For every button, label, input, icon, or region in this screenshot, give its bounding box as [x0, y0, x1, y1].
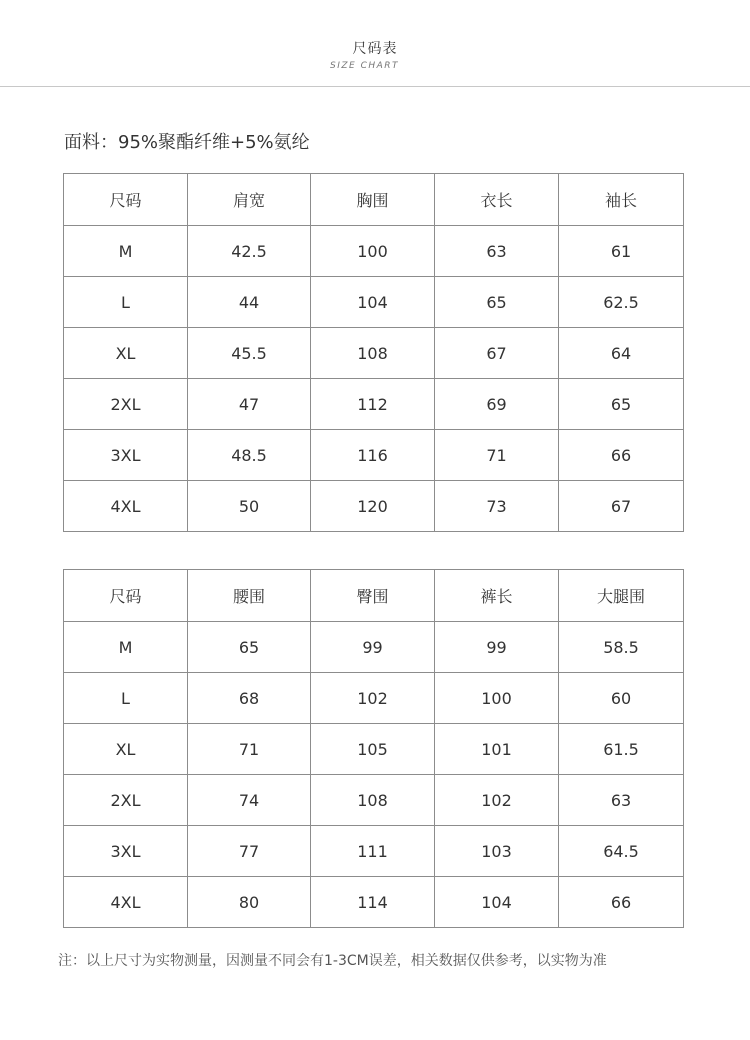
table-cell: 112 [311, 379, 435, 430]
table-cell: 66 [559, 430, 684, 481]
table-cell: 104 [435, 877, 559, 928]
table-cell: 69 [435, 379, 559, 430]
fabric-composition: 面料：95%聚酯纤维+5%氨纶 [64, 132, 310, 153]
table-cell: 100 [311, 226, 435, 277]
table-cell: 102 [435, 775, 559, 826]
table-cell: 77 [188, 826, 311, 877]
table-cell: 103 [435, 826, 559, 877]
table-cell: 101 [435, 724, 559, 775]
table-row [64, 775, 684, 826]
table-row [64, 379, 684, 430]
table-cell: 61.5 [559, 724, 684, 775]
table-cell: 111 [311, 826, 435, 877]
table-cell: 2XL [64, 379, 188, 430]
table-cell: 66 [559, 877, 684, 928]
table-row [64, 328, 684, 379]
table-cell: 99 [435, 622, 559, 673]
table-header-row [64, 570, 684, 622]
table-cell: 105 [311, 724, 435, 775]
table-header-row [64, 174, 684, 226]
table-cell: 116 [311, 430, 435, 481]
table-cell: XL [64, 328, 188, 379]
table-cell: 60 [559, 673, 684, 724]
table-row [64, 622, 684, 673]
table-cell: 74 [188, 775, 311, 826]
table-cell: 4XL [64, 877, 188, 928]
table-row [64, 481, 684, 532]
table-row [64, 724, 684, 775]
table-cell: 65 [435, 277, 559, 328]
table-cell: 45.5 [188, 328, 311, 379]
table-cell: 61 [559, 226, 684, 277]
table-row [64, 430, 684, 481]
table-cell: 108 [311, 775, 435, 826]
table-cell: 65 [559, 379, 684, 430]
table-cell: 62.5 [559, 277, 684, 328]
table-cell: 73 [435, 481, 559, 532]
table-cell: 67 [435, 328, 559, 379]
top-size-table [63, 173, 684, 532]
header-cell-size: 尺码 [64, 570, 188, 622]
measurement-note: 注：以上尺寸为实物测量，因测量不同会有1-3CM误差，相关数据仅供参考，以实物为准 [58, 953, 607, 969]
table-cell: 4XL [64, 481, 188, 532]
header-divider [0, 86, 750, 87]
table-cell: 2XL [64, 775, 188, 826]
table-cell: 100 [435, 673, 559, 724]
table-cell: 65 [188, 622, 311, 673]
table-cell: 3XL [64, 430, 188, 481]
table-row [64, 826, 684, 877]
table-cell: L [64, 277, 188, 328]
header-cell-sleeve: 袖长 [559, 174, 684, 226]
table-cell: M [64, 622, 188, 673]
header-cell-hip: 臀围 [311, 570, 435, 622]
page-title: 尺码表 [352, 41, 398, 57]
table-cell: 63 [559, 775, 684, 826]
table-cell: 48.5 [188, 430, 311, 481]
header-cell-pant-length: 裤长 [435, 570, 559, 622]
table-cell: 47 [188, 379, 311, 430]
table-cell: M [64, 226, 188, 277]
header-cell-waist: 腰围 [188, 570, 311, 622]
table-cell: 50 [188, 481, 311, 532]
table-cell: 64 [559, 328, 684, 379]
bottom-size-table [63, 569, 684, 928]
table-cell: 71 [435, 430, 559, 481]
table-cell: 71 [188, 724, 311, 775]
table-cell: 108 [311, 328, 435, 379]
table-cell: 63 [435, 226, 559, 277]
table-row [64, 877, 684, 928]
table-cell: 67 [559, 481, 684, 532]
table-cell: 80 [188, 877, 311, 928]
header-cell-thigh: 大腿围 [559, 570, 684, 622]
table-row [64, 277, 684, 328]
header-cell-length: 衣长 [435, 174, 559, 226]
table-cell: 68 [188, 673, 311, 724]
page-subtitle: SIZE CHART [330, 61, 400, 71]
header-cell-shoulder: 肩宽 [188, 174, 311, 226]
table-cell: XL [64, 724, 188, 775]
table-cell: 102 [311, 673, 435, 724]
table-cell: 99 [311, 622, 435, 673]
table-cell: 120 [311, 481, 435, 532]
table-cell: L [64, 673, 188, 724]
table-cell: 44 [188, 277, 311, 328]
table-cell: 104 [311, 277, 435, 328]
table-row [64, 673, 684, 724]
table-cell: 114 [311, 877, 435, 928]
table-cell: 3XL [64, 826, 188, 877]
header-cell-chest: 胸围 [311, 174, 435, 226]
table-row [64, 226, 684, 277]
table-cell: 58.5 [559, 622, 684, 673]
table-cell: 64.5 [559, 826, 684, 877]
header-cell-size: 尺码 [64, 174, 188, 226]
table-cell: 42.5 [188, 226, 311, 277]
